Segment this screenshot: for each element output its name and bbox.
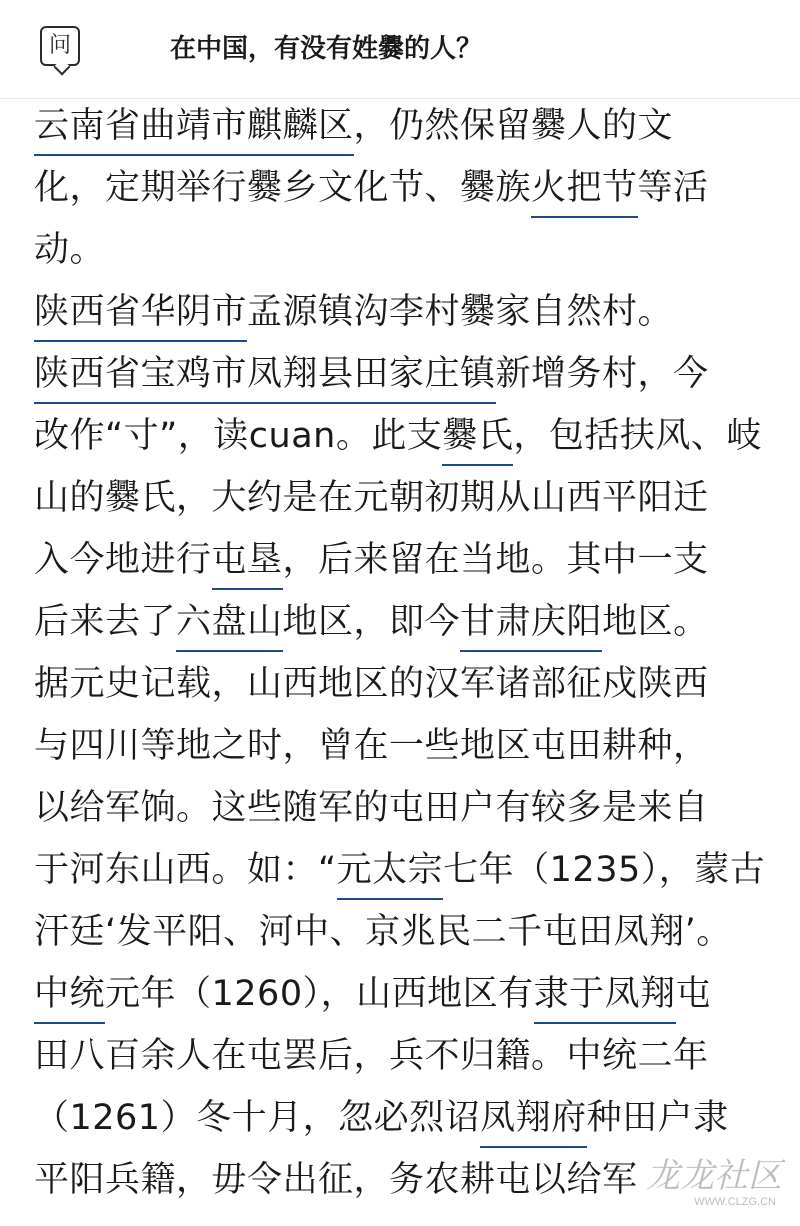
text-segment: 地区，即今 (282, 602, 461, 642)
text-segment: 孟源镇沟李村爨家自然村。 (247, 292, 674, 332)
text-segment: 七年（1235），蒙古 (443, 850, 766, 890)
watermark-url: WWW.CLZG.CN (694, 1196, 776, 1208)
watermark-logo (612, 1148, 782, 1208)
text-segment: 种田户隶 (586, 1098, 729, 1138)
text-line (34, 354, 709, 394)
text-segment: 改作“寸”，读cuan。此支 (34, 416, 443, 456)
text-line (34, 602, 709, 642)
text-segment: 元年（1260），山西地区有 (105, 974, 534, 1014)
keyword-link[interactable]: 屯垦 (212, 540, 283, 590)
text-line (34, 974, 711, 1014)
text-line (34, 168, 709, 208)
keyword-link[interactable]: 隶于凤翔 (534, 974, 676, 1024)
text-line (34, 106, 673, 146)
text-line (34, 912, 732, 952)
text-segment: 与四川等地之时，曾在一些地区屯田耕种， (34, 726, 709, 766)
text-segment: 田八百余人在屯罢后，兵不归籍。中统二年 (34, 1036, 709, 1076)
text-segment: 屯 (675, 974, 712, 1014)
text-line (34, 1036, 709, 1076)
text-segment: 入今地进行 (34, 540, 212, 580)
watermark-text: 龙龙社区 (646, 1156, 782, 1196)
text-segment: 汗廷‘发平阳、河中、京兆民二千屯田凤翔’。 (34, 912, 732, 952)
keyword-link[interactable]: 云南省曲靖市麒麟区 (34, 106, 354, 156)
text-segment: 地区。 (602, 602, 709, 642)
keyword-link[interactable]: 爨氏 (442, 416, 513, 466)
question-title[interactable]: 在中国，有没有姓爨的人？ (170, 34, 483, 64)
text-segment: 新增务村，今 (495, 354, 709, 394)
question-header (0, 0, 800, 99)
text-line (34, 1098, 729, 1138)
keyword-link[interactable]: 陕西省华阴市 (34, 292, 247, 342)
text-line (34, 416, 762, 456)
text-segment: 等活 (637, 168, 709, 208)
text-segment: ，后来留在当地。其中一支 (282, 540, 709, 580)
text-line (34, 850, 765, 890)
answer-content (0, 98, 800, 1226)
text-segment: 化，定期举行爨乡文化节、爨族 (34, 168, 532, 208)
keyword-link[interactable]: 凤翔府 (480, 1098, 587, 1148)
keyword-link[interactable]: 元太宗 (337, 850, 444, 900)
keyword-link[interactable]: 火把节 (531, 168, 638, 218)
text-line (34, 230, 105, 270)
text-segment: （1261）冬十月，忽必烈诏 (34, 1098, 481, 1138)
text-segment: ，仍然保留爨人的文 (353, 106, 674, 146)
keyword-link[interactable]: 陕西省宝鸡市凤翔县田家庄镇 (34, 354, 496, 404)
text-segment: 以给军饷。这些随军的屯田户有较多是来自 (34, 788, 709, 828)
keyword-link[interactable]: 甘肃庆阳 (460, 602, 602, 652)
text-segment: 山的爨氏，大约是在元朝初期从山西平阳迁 (34, 478, 709, 518)
text-line (34, 478, 709, 518)
keyword-link[interactable]: 中统 (34, 974, 105, 1024)
text-line (34, 292, 673, 332)
text-line (34, 1160, 638, 1200)
text-segment: 动。 (34, 230, 106, 270)
text-segment: 于河东山西。如：“ (34, 850, 337, 890)
text-segment: ，包括扶风、岐 (513, 416, 762, 456)
text-line (34, 788, 709, 828)
text-line (34, 664, 709, 704)
text-segment: 后来去了 (34, 602, 177, 642)
text-segment: 据元史记载，山西地区的汉军诸部征戍陕西 (34, 664, 709, 704)
text-segment: 平阳兵籍，毋令出征，务农耕屯以给军 (34, 1160, 638, 1200)
question-icon: 问 (40, 26, 80, 66)
text-line (34, 726, 709, 766)
text-line (34, 540, 709, 580)
keyword-link[interactable]: 六盘山 (176, 602, 283, 652)
